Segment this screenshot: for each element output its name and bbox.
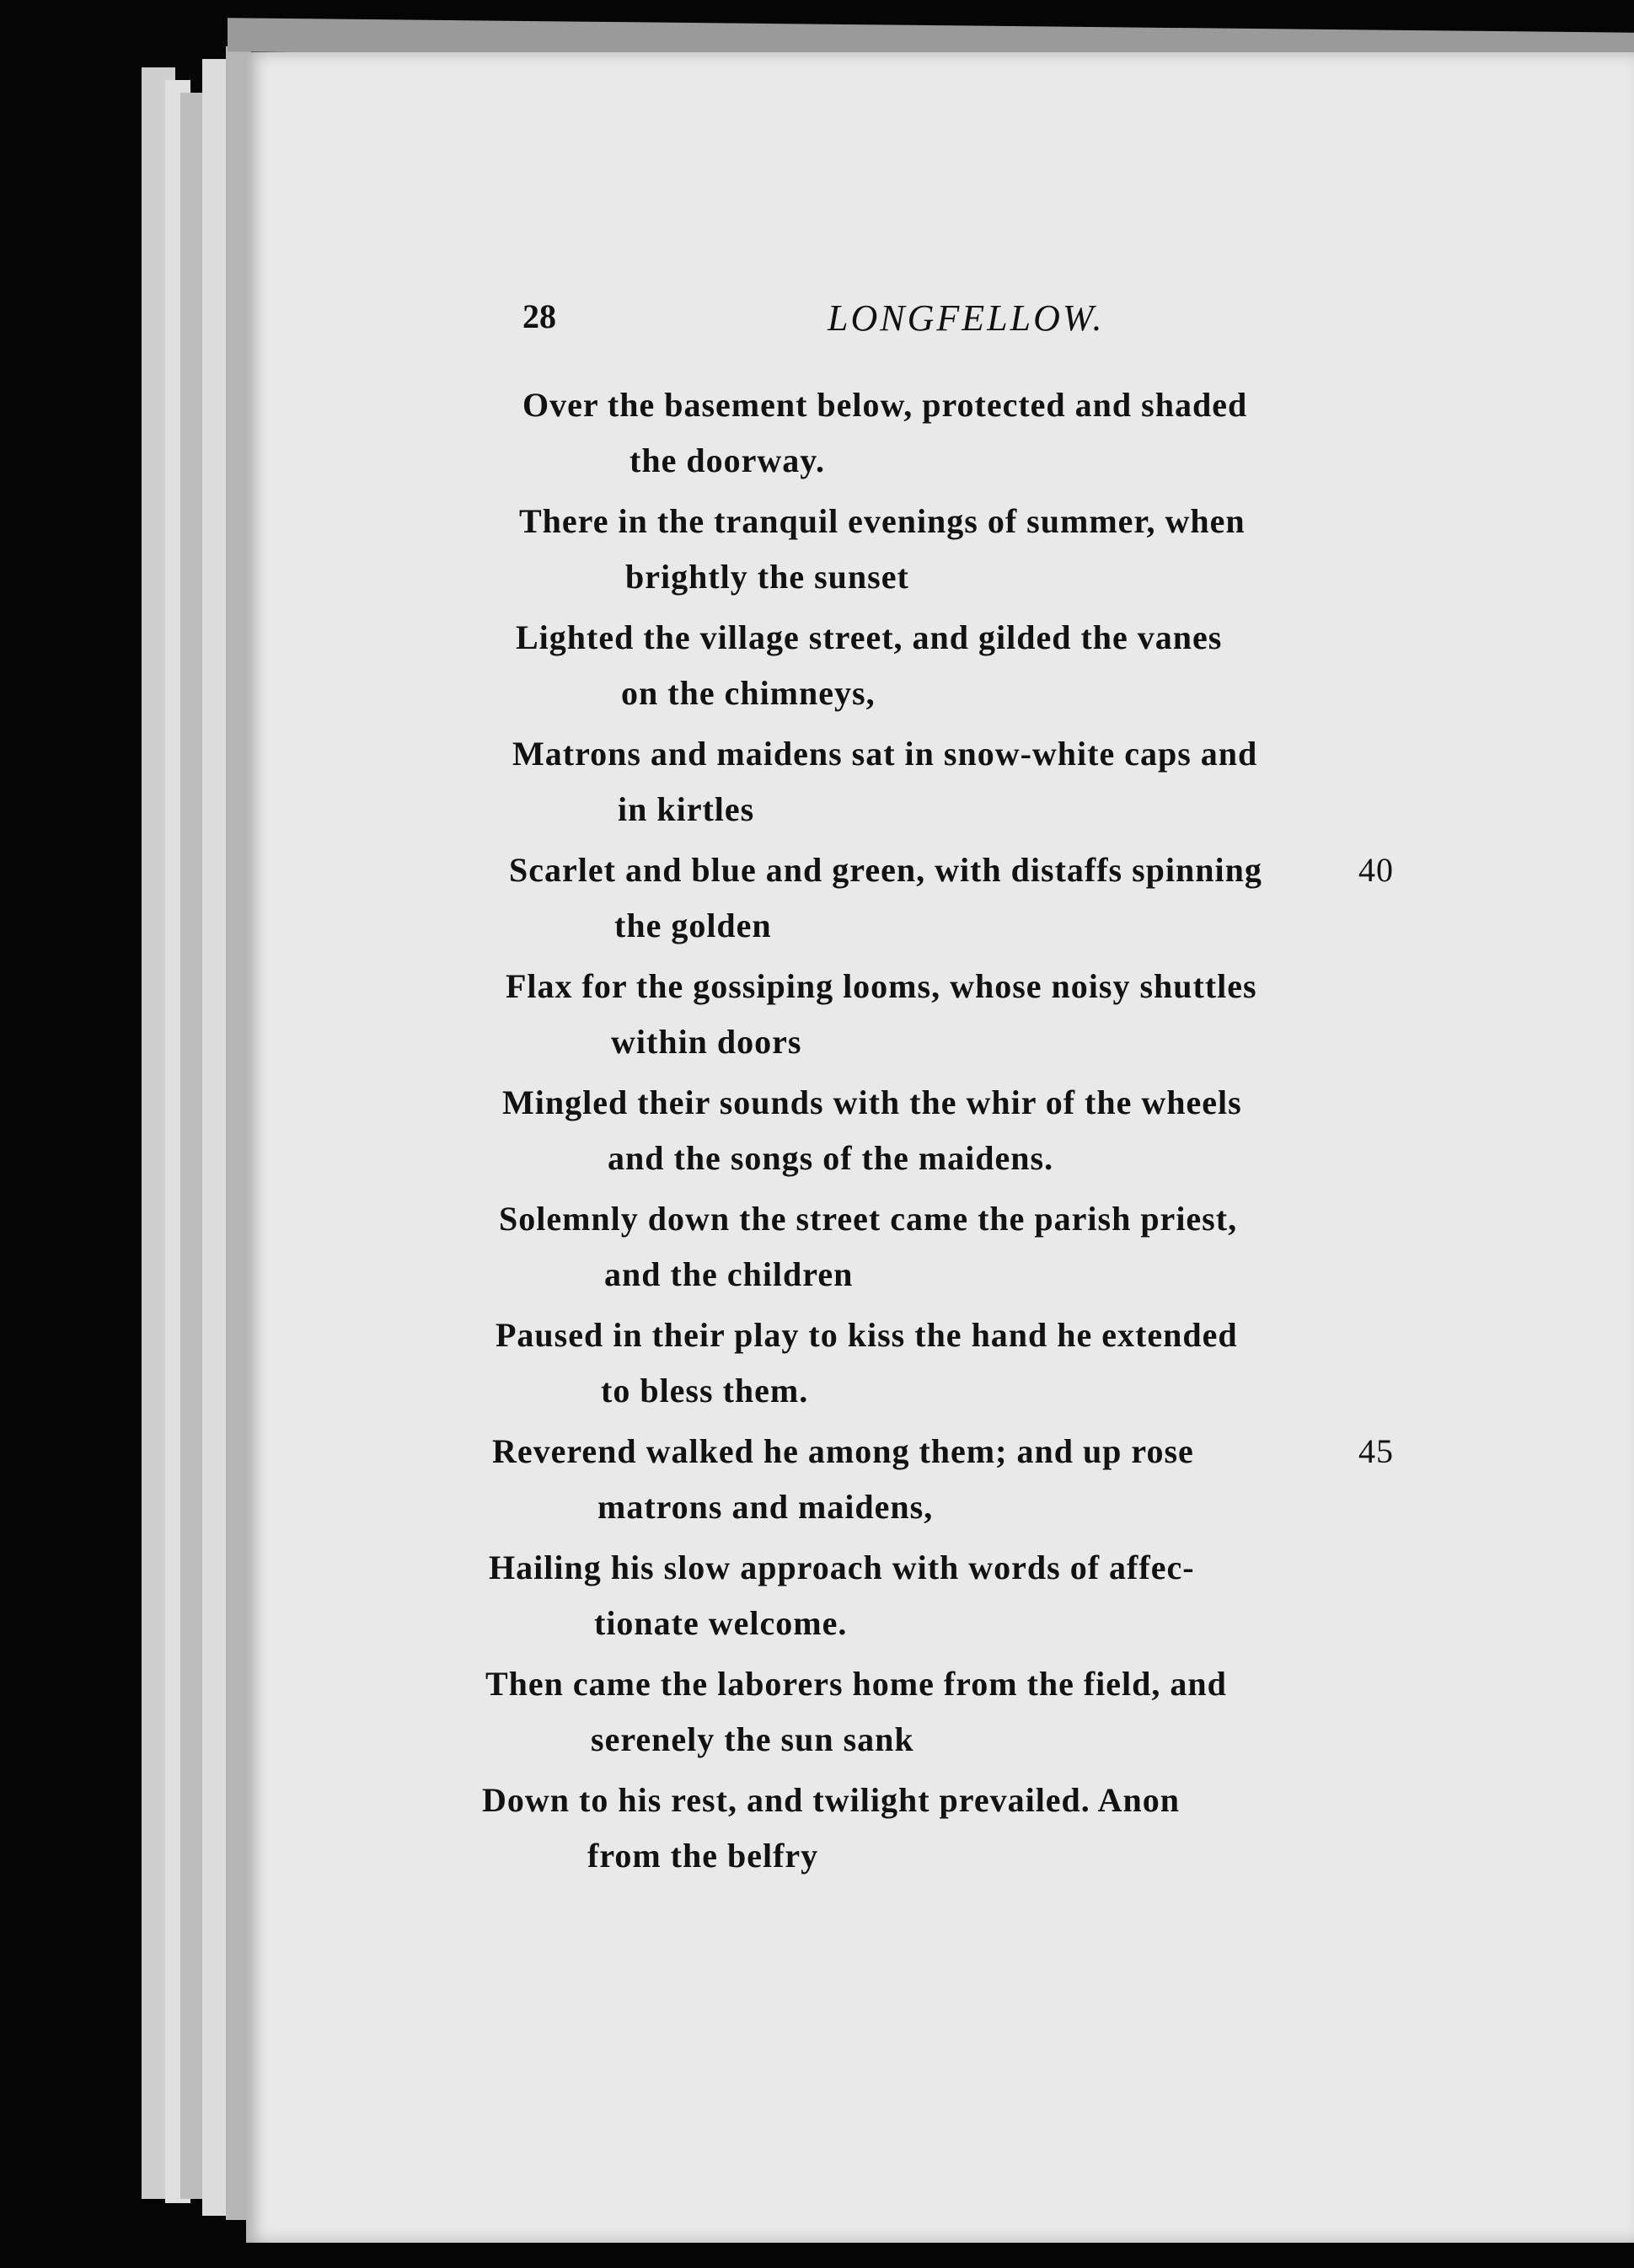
line-continuation: from the belfry [587, 1837, 819, 1875]
line-text: Mingled their sounds with the whir of the wheels [502, 1083, 1242, 1121]
line-text: Solemnly down the street came the parish priest, [499, 1200, 1238, 1238]
line-continuation: in kirtles [618, 790, 755, 828]
line-continuation: brightly the sunset [625, 558, 909, 596]
line-continuation: and the children [604, 1255, 854, 1293]
line-text: Hailing his slow approach with words of affec- [489, 1549, 1195, 1586]
poem-line [246, 1664, 1634, 1780]
line-continuation: serenely the sun sank [591, 1720, 914, 1758]
line-continuation: the doorway. [629, 441, 825, 479]
line-text: Scarlet and blue and green, with distaffs spinning [509, 851, 1262, 889]
line-continuation: within doors [611, 1023, 802, 1061]
page-header [246, 297, 1634, 347]
line-text: There in the tranquil evenings of summer, when [519, 502, 1246, 540]
poem-line [246, 966, 1634, 1083]
poem-line [246, 1780, 1634, 1896]
poem-line [246, 1315, 1634, 1431]
poem-line [246, 1083, 1634, 1199]
poem-line [246, 1199, 1634, 1315]
line-continuation: on the chimneys, [621, 674, 876, 712]
line-text: Then came the laborers home from the field, and [485, 1665, 1227, 1703]
line-text: Reverend walked he among them; and up rose [492, 1432, 1194, 1470]
line-text: Down to his rest, and twilight prevailed. Anon [482, 1781, 1180, 1819]
line-continuation: the golden [614, 907, 772, 944]
line-continuation: and the songs of the maidens. [608, 1139, 1054, 1177]
poem-line [246, 1548, 1634, 1664]
page-number: 28 [522, 297, 556, 335]
line-text: Lighted the village street, and gilded the vanes [516, 618, 1223, 656]
line-number: 45 [1358, 1432, 1394, 1470]
poem-line [246, 501, 1634, 618]
poem-line [246, 385, 1634, 501]
poem-line [246, 850, 1634, 966]
running-title: LONGFELLOW. [828, 297, 1105, 339]
poem-line [246, 734, 1634, 850]
line-text: Over the basement below, protected and shaded [522, 386, 1248, 424]
line-text: Paused in their play to kiss the hand he extended [496, 1316, 1238, 1354]
line-continuation: tionate welcome. [594, 1604, 848, 1642]
book-page [246, 52, 1634, 2243]
poem-line [246, 618, 1634, 734]
line-text: Flax for the gossiping looms, whose noisy shuttles [506, 967, 1257, 1005]
line-continuation: to bless them. [601, 1372, 809, 1409]
line-number: 40 [1358, 851, 1394, 889]
line-continuation: matrons and maidens, [597, 1488, 934, 1526]
line-text: Matrons and maidens sat in snow-white caps and [512, 735, 1258, 773]
poem-text [246, 385, 1634, 1896]
poem-line [246, 1431, 1634, 1548]
